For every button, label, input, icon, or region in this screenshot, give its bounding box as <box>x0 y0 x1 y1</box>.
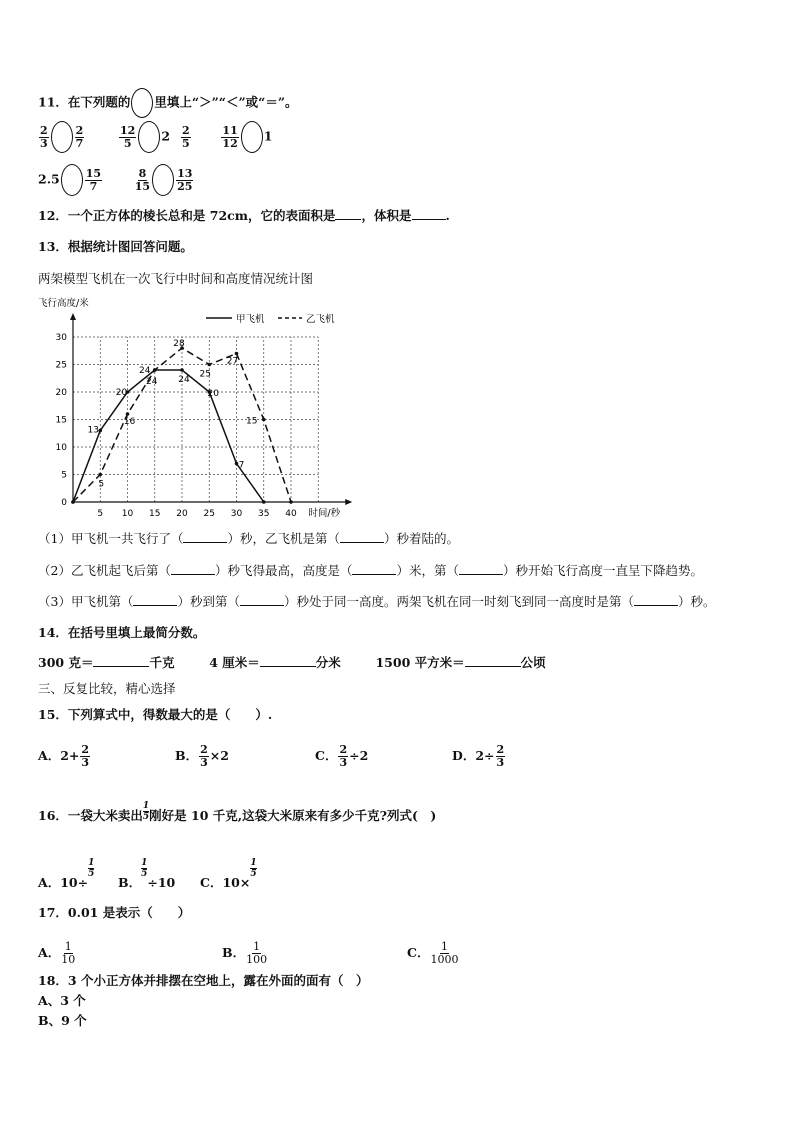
option-b[interactable]: B． $\frac{1}{100}$ <box>222 940 268 966</box>
q17-options <box>38 933 758 967</box>
data-point <box>71 500 75 504</box>
q15-stem: 15．下列算式中，得数最大的是（ ）. <box>38 707 273 722</box>
q11-row2: 2.5 $\frac{15}{7}$ $\frac{8}{15}$ $\frac{13}{25}$ <box>38 164 194 196</box>
section-heading: 三、反复比较，精心选择 <box>38 681 176 696</box>
x-tick-label: 5 <box>97 509 104 519</box>
data-point <box>262 418 266 422</box>
y-axis-arrow <box>70 313 76 320</box>
answer-oval[interactable] <box>131 88 153 118</box>
answer-blank[interactable] <box>340 542 384 543</box>
data-label: 25 <box>199 369 211 380</box>
x-tick-label: 15 <box>149 509 161 519</box>
fraction: $\frac{2}{5}$ <box>182 123 190 150</box>
data-label: 5 <box>98 479 105 490</box>
option-a[interactable]: A．10÷ $\frac{1}{5}$ <box>38 858 95 890</box>
answer-blank[interactable] <box>93 666 149 667</box>
option-c[interactable]: C． $\frac{2}{3}$ ÷2 <box>315 743 369 769</box>
option-a[interactable]: A、3 个 <box>38 993 86 1008</box>
q13-sub2: （2）乙飞机起飞后第（ ）秒飞得最高，高度是（ ）米，第（ ）秒开始飞行高度一直呈下降趋势。 <box>38 563 704 578</box>
data-label: 13 <box>87 425 99 436</box>
answer-oval[interactable] <box>138 121 160 153</box>
answer-blank[interactable] <box>459 574 503 575</box>
y-tick-label: 30 <box>55 333 67 343</box>
data-label: 27 <box>226 356 239 367</box>
x-tick-label: 10 <box>121 509 134 519</box>
x-axis-arrow <box>345 499 352 505</box>
option-b[interactable]: B、9 个 <box>38 1013 87 1028</box>
data-label: 24 <box>139 366 151 376</box>
y-tick-label: 15 <box>55 415 67 426</box>
data-label: 28 <box>173 339 185 349</box>
option-c[interactable]: C．10× $\frac{1}{5}$ <box>200 858 257 890</box>
data-label: 20 <box>207 389 219 399</box>
option-a[interactable]: A．2+ $\frac{2}{3}$ <box>38 743 90 769</box>
q16-options <box>38 846 438 890</box>
q17-stem: 17．0.01 是表示（ ） <box>38 905 191 920</box>
answer-blank[interactable] <box>634 605 678 606</box>
y-tick-label: 25 <box>55 360 67 371</box>
answer-oval[interactable] <box>51 121 73 153</box>
y-tick-label: 20 <box>55 388 67 398</box>
fraction: $\frac{8}{15}$ <box>134 166 151 193</box>
q12: 12．一个正方体的棱长总和是 72cm，它的表面积是 ，体积是 . <box>38 208 450 223</box>
q13-sub1: （1）甲飞机一共飞行了（ ）秒，乙飞机是第（ ）秒着陆的。 <box>38 531 459 546</box>
data-point <box>262 500 266 504</box>
q15-options <box>38 736 758 770</box>
y-axis-label: 飞行高度/米 <box>38 298 89 309</box>
q14-items: 300 克＝ 千克 4 厘米＝ 分米 1500 平方米＝ 公顷 <box>38 655 546 670</box>
answer-blank[interactable] <box>240 605 284 606</box>
data-point <box>126 412 130 416</box>
data-point <box>180 368 184 372</box>
answer-blank[interactable] <box>412 219 446 220</box>
answer-blank[interactable] <box>171 574 215 575</box>
fraction: $\frac{13}{25}$ <box>177 166 193 193</box>
data-point <box>207 363 211 367</box>
answer-oval[interactable] <box>241 121 263 153</box>
x-axis-label: 时间/秒 <box>308 508 341 519</box>
data-label: 7 <box>238 460 245 471</box>
x-tick-label: 25 <box>203 509 215 519</box>
option-b[interactable]: B． $\frac{2}{3}$ ×2 <box>175 743 229 769</box>
data-point <box>289 500 293 504</box>
q11-stem: 11．在下列题的 里填上“＞”“＜”或“＝”。 <box>38 88 298 118</box>
option-d[interactable]: D．2÷ $\frac{2}{3}$ <box>452 743 505 769</box>
fraction: $\frac{2}{7}$ <box>75 123 84 150</box>
x-tick-label: 30 <box>230 509 243 519</box>
data-point <box>98 429 102 433</box>
fraction: $\frac{12}{5}$ <box>120 123 136 150</box>
data-point <box>153 368 157 372</box>
x-tick-label: 40 <box>285 509 297 519</box>
q14-stem: 14．在括号里填上最简分数。 <box>38 625 206 640</box>
data-label: 24 <box>146 377 158 387</box>
data-label: 24 <box>178 375 190 385</box>
x-tick-label: 35 <box>258 509 270 519</box>
option-a[interactable]: A． $\frac{1}{10}$ <box>38 940 76 966</box>
q18-stem: 18．3 个小正方体并排摆在空地上，露在外面的面有（ ） <box>38 973 369 988</box>
y-tick-label: 10 <box>55 443 67 453</box>
answer-oval[interactable] <box>61 164 83 196</box>
answer-blank[interactable] <box>133 605 177 606</box>
q13-stem: 13．根据统计图回答问题。 <box>38 239 193 254</box>
q13-sub3: （3）甲飞机第（ ）秒到第（ ）秒处于同一高度。两架飞机在同一时刻飞到同一高度时是第（ ）秒。 <box>38 594 716 609</box>
answer-blank[interactable] <box>335 219 361 220</box>
q11-row1: $\frac{2}{3}$ $\frac{2}{7}$ $\frac{12}{5}$ 2 $\frac{2}{5}$ $\frac{11}{12}$ 1 <box>38 121 272 153</box>
data-label: 16 <box>123 417 136 427</box>
legend-label: 乙飞机 <box>306 314 335 325</box>
fraction: $\frac{15}{7}$ <box>85 166 102 193</box>
chart-title: 两架模型飞机在一次飞行中时间和高度情况统计图 <box>38 271 314 286</box>
y-tick-label: 5 <box>61 470 67 481</box>
answer-oval[interactable] <box>152 164 174 196</box>
y-tick-label: 0 <box>61 498 67 508</box>
line-chart <box>36 292 366 522</box>
fraction: $\frac{2}{3}$ <box>40 123 48 150</box>
data-point <box>98 473 102 477</box>
legend-label: 甲飞机 <box>236 314 265 325</box>
option-b[interactable]: B． $\frac{1}{5}$ ÷10 <box>118 858 176 890</box>
answer-blank[interactable] <box>352 574 396 575</box>
x-tick-label: 20 <box>176 509 188 519</box>
data-label: 15 <box>246 416 258 427</box>
fraction: $\frac{11}{12}$ <box>222 123 238 150</box>
data-point <box>235 352 239 356</box>
option-c[interactable]: C． $\frac{1}{1000}$ <box>407 940 459 966</box>
answer-blank[interactable] <box>183 542 227 543</box>
answer-blank[interactable] <box>260 666 316 667</box>
q16-stem: 16．一袋大米卖出 $\frac{1}{5}$ 刚好是 10 千克,这袋大米原来有多少千克?列式( ) <box>38 801 437 823</box>
data-label: 20 <box>115 388 128 398</box>
answer-blank[interactable] <box>465 666 521 667</box>
